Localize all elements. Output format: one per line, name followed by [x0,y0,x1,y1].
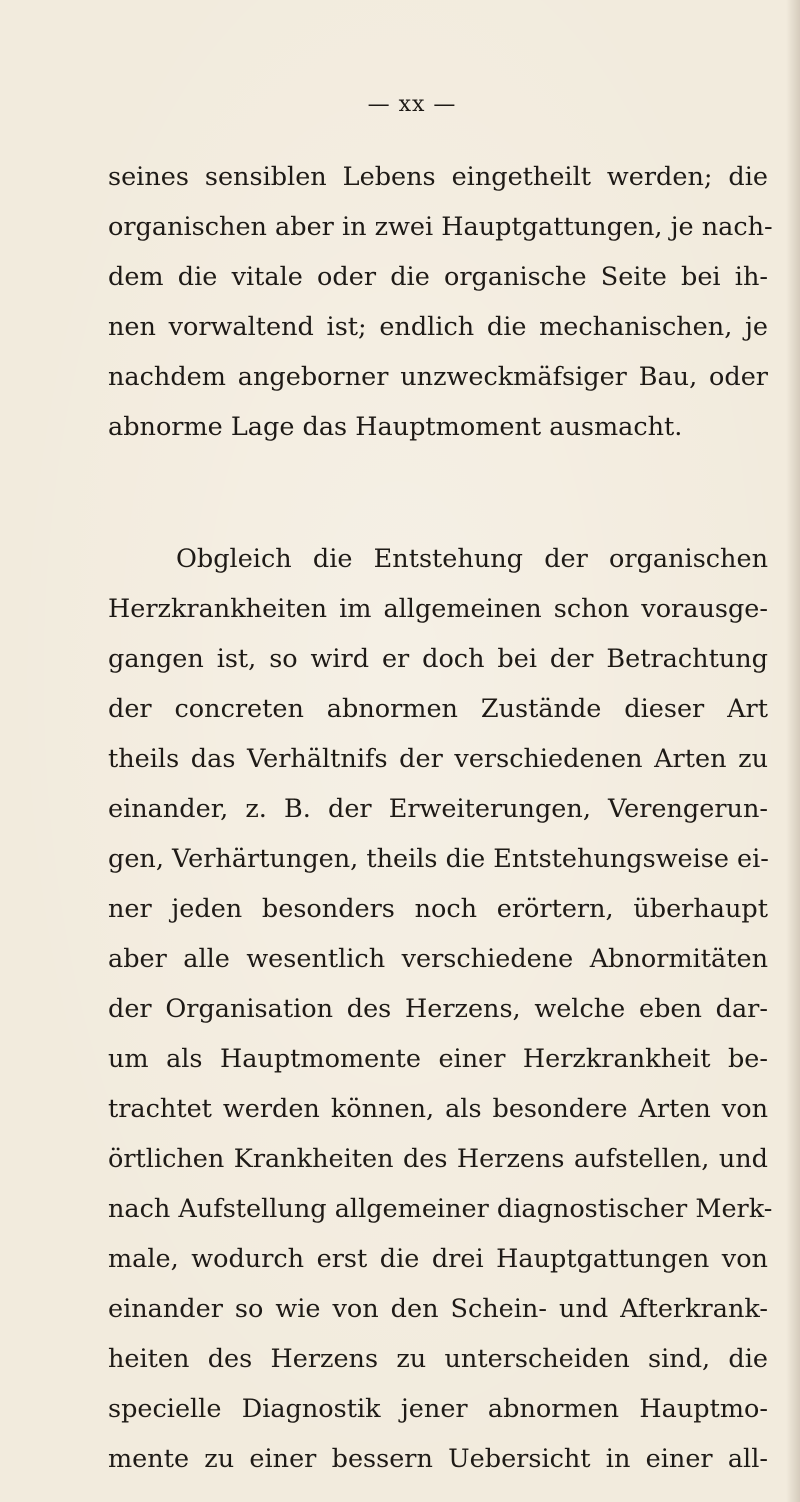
text-line: seines sensiblen Lebens eingetheilt werden; die [108,162,768,192]
text-line: abnorme Lage das Hauptmoment ausmacht. [108,412,683,442]
text-line: nach Aufstellung allgemeiner diagnostischer Merk- [108,1194,773,1224]
text-line: theils das Verhältnifs der verschiedenen Arten zu [108,744,768,774]
text-line: ner jeden besonders noch erörtern, überhaupt [108,894,768,924]
text-line: mente zu einer bessern Uebersicht in einer all- [108,1444,768,1474]
text-line: nachdem angeborner unzweckmäfsiger Bau, oder [108,362,768,392]
paragraph-2 [108,534,773,1484]
text-line: örtlichen Krankheiten des Herzens aufstellen, und [108,1144,768,1174]
text-line: einander, z. B. der Erweiterungen, Verengerun- [108,794,768,824]
text-line: Obgleich die Entstehung der organischen [176,544,768,574]
text-line: um als Hauptmomente einer Herzkrankheit be- [108,1044,768,1074]
text-line: dem die vitale oder die organische Seite bei ih- [108,262,768,292]
text-line: male, wodurch erst die drei Hauptgattungen von [108,1244,768,1274]
text-line: trachtet werden können, als besondere Arten von [108,1094,768,1124]
text-line: der concreten abnormen Zustände dieser Art [108,694,768,724]
body-text [108,152,773,1484]
text-line: Herzkrankheiten im allgemeinen schon vorausge- [108,594,768,624]
text-line: gen, Verhärtungen, theils die Entstehungsweise ei- [108,844,769,874]
text-line: der Organisation des Herzens, welche eben dar- [108,994,768,1024]
text-line: aber alle wesentlich verschiedene Abnormitäten [108,944,768,974]
text-line: einander so wie von den Schein- und Afterkrank- [108,1294,768,1324]
text-line: organischen aber in zwei Hauptgattungen, je nach- [108,212,773,242]
text-line: gangen ist, so wird er doch bei der Betrachtung [108,644,768,674]
text-line: specielle Diagnostik jener abnormen Hauptmo- [108,1394,768,1424]
text-line: nen vorwaltend ist; endlich die mechanischen, je [108,312,768,342]
page-edge-shadow [786,0,800,1502]
paragraph-1 [108,152,773,452]
page-number-header: — xx — [367,92,457,117]
paragraph-gap [108,452,768,534]
text-line: heiten des Herzens zu unterscheiden sind, die [108,1344,768,1374]
